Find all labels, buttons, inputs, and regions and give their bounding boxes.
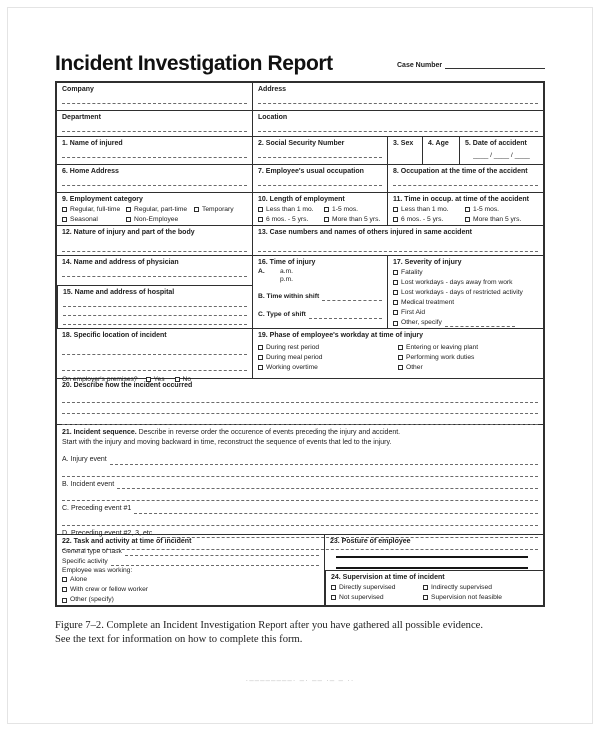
checkbox-icon[interactable] [398, 365, 403, 370]
option-label: Fatality [401, 268, 423, 276]
location-label: Location [258, 114, 288, 121]
checkbox-icon[interactable] [258, 207, 263, 212]
field-1-name-of-injured [57, 137, 252, 164]
option-fatality[interactable] [393, 268, 538, 278]
field-13-label: 13. Case numbers and names of others injured in same accident [258, 229, 472, 236]
field-6-input-line[interactable] [62, 177, 247, 186]
field-21-incident-sequence [57, 425, 543, 537]
field-16c-label: C. Type of shift [258, 311, 306, 319]
field-18-input-line[interactable] [62, 346, 247, 355]
field-18-label: 18. Specific location of incident [62, 332, 167, 339]
field-23-label: 23. Posture of employee [330, 538, 411, 545]
field-12-label: 12. Nature of injury and part of the body [62, 229, 195, 236]
option-temporary[interactable] [194, 205, 234, 215]
option-lost-workdays-away[interactable] [393, 278, 538, 288]
field-15-input-line[interactable] [63, 298, 247, 307]
checkbox-icon[interactable] [393, 217, 398, 222]
field-22-task-and-activity [57, 535, 324, 605]
field-21a-input-line[interactable] [110, 457, 538, 465]
checkbox-icon[interactable] [331, 585, 336, 590]
option-label: 6 mos. - 5 yrs. [401, 215, 444, 223]
pm-label[interactable]: p.m. [280, 276, 294, 284]
checkbox-icon[interactable] [393, 321, 398, 326]
field-20-input-line[interactable] [62, 416, 538, 425]
field-11-label: 11. Time in occup. at time of the accident [393, 196, 530, 203]
case-number-field [397, 61, 545, 76]
field-21-label-rest: Describe in reverse order the occurence of events preceding the injury and accident. [136, 429, 401, 436]
field-16c-input-line[interactable] [309, 311, 382, 319]
specific-activity-input-line[interactable] [111, 558, 319, 566]
field-9-employment-category [57, 193, 252, 225]
field-11-time-in-occupation [387, 193, 543, 225]
option-label: Regular, full-time [70, 205, 121, 213]
field-21a-input-line2[interactable] [62, 468, 538, 477]
option-label: Less than 1 mo. [401, 205, 449, 213]
field-2-label: 2. Social Security Number [258, 140, 345, 147]
option-more-than-5yrs[interactable] [465, 215, 521, 225]
option-1-5-mos[interactable] [324, 205, 358, 215]
field-14-physician [57, 256, 252, 285]
department-field [57, 111, 252, 136]
option-regular-part-time[interactable] [126, 205, 194, 215]
field-21b-label: B. Incident event [62, 480, 115, 488]
checkbox-icon[interactable] [465, 207, 470, 212]
checkbox-icon[interactable] [258, 355, 263, 360]
option-label: Supervision not feasible [431, 593, 503, 601]
field-6-home-address [57, 165, 252, 192]
option-6mos-5yrs[interactable] [393, 215, 465, 225]
option-label: Less than 1 mo. [266, 205, 314, 213]
option-label: Medical treatment [401, 298, 455, 306]
field-21c-input-line2[interactable] [62, 517, 538, 526]
specific-activity-label: Specific activity [62, 557, 108, 565]
option-working-overtime[interactable] [258, 363, 398, 373]
option-label: Temporary [202, 205, 234, 213]
company-label: Company [62, 86, 94, 93]
option-less-than-1mo[interactable] [258, 205, 324, 215]
field-24-label: 24. Supervision at time of incident [331, 574, 445, 581]
checkbox-icon[interactable] [62, 598, 67, 603]
option-other-specify[interactable] [393, 318, 538, 328]
field-7-input-line[interactable] [258, 177, 382, 186]
am-label[interactable]: a.m. [280, 267, 294, 275]
incident-form [55, 81, 545, 607]
field-18-input-line[interactable] [62, 362, 247, 371]
option-label: Other (specify) [70, 595, 114, 603]
option-regular-full-time[interactable] [62, 205, 126, 215]
field-21b-input-line[interactable] [117, 481, 538, 489]
checkbox-icon[interactable] [258, 365, 263, 370]
option-label: Non-Employee [134, 215, 179, 223]
other-specify-input-line[interactable] [445, 320, 515, 327]
field-1-input-line[interactable] [62, 149, 247, 158]
option-label: Regular, part-time [134, 205, 188, 213]
option-during-rest-period[interactable] [258, 343, 398, 353]
checkbox-icon[interactable] [258, 345, 263, 350]
company-input-line[interactable] [62, 95, 247, 104]
option-label: Working overtime [266, 363, 318, 371]
field-20-input-line[interactable] [62, 394, 538, 403]
field-16-time-of-injury [252, 256, 387, 328]
field-16-label: 16. Time of injury [258, 259, 316, 266]
field-22-label: 22. Task and activity at time of incident [62, 538, 192, 545]
field-21b-input-line2[interactable] [62, 492, 538, 501]
field-15-input-line[interactable] [63, 307, 247, 316]
field-21d-label: D. Preceding event #2, 3, etc. [62, 529, 155, 537]
field-20-describe-incident [57, 379, 543, 424]
caption-line-2: See the text for information on how to complete this form. [55, 633, 303, 645]
checkbox-icon[interactable] [465, 217, 470, 222]
field-2-ssn [252, 137, 387, 164]
field-9-label: 9. Employment category [62, 196, 143, 203]
option-label: 6 mos. - 5 yrs. [266, 215, 309, 223]
option-label: Seasonal [70, 215, 98, 223]
field-3-sex [387, 137, 422, 164]
field-21c-input-line[interactable] [134, 506, 538, 514]
option-label: First Aid [401, 308, 426, 316]
field-8-input-line[interactable] [393, 177, 538, 186]
page-title: Incident Investigation Report [55, 52, 333, 75]
field-19-label: 19. Phase of employee's workday at time of injury [258, 332, 424, 339]
location-input-line[interactable] [258, 123, 538, 132]
option-label: Yes [153, 375, 165, 383]
option-label: Other [406, 363, 423, 371]
checkbox-icon[interactable] [62, 587, 67, 592]
checkbox-icon[interactable] [331, 595, 336, 600]
field-16a-label: A. [258, 267, 265, 275]
field-17-label: 17. Severity of injury [393, 259, 462, 266]
option-non-employee[interactable] [126, 215, 178, 225]
option-label: Other, specify [401, 318, 442, 326]
address-field [252, 83, 543, 110]
option-during-meal-period[interactable] [258, 353, 398, 363]
option-less-than-1mo[interactable] [393, 205, 465, 215]
field-2-input-line[interactable] [258, 149, 382, 158]
option-label: Alone [70, 575, 88, 583]
field-23-input-line[interactable] [336, 547, 528, 558]
field-19-workday-phase [252, 329, 543, 378]
checkbox-icon[interactable] [62, 577, 67, 582]
figure-caption [55, 619, 545, 647]
option-label: 1-5 mos. [332, 205, 359, 213]
checkbox-icon[interactable] [398, 345, 403, 350]
field-7-usual-occupation [252, 165, 387, 192]
caption-line-1: Figure 7–2. Complete an Incident Investigation Report after you have gathered all possible evidence. [55, 620, 484, 631]
option-supervision-not-feasible[interactable] [423, 593, 502, 603]
premises-question-label: On employer's premises? [62, 376, 138, 384]
field-21a-label: A. Injury event [62, 456, 107, 464]
field-7-label: 7. Employee's usual occupation [258, 168, 364, 175]
field-8-label: 8. Occupation at the time of the accident [393, 168, 528, 175]
checkbox-icon[interactable] [126, 207, 131, 212]
option-medical-treatment[interactable] [393, 298, 538, 308]
field-12-input-line[interactable] [62, 243, 247, 252]
option-performing-work-duties[interactable] [398, 353, 474, 363]
checkbox-icon[interactable] [393, 207, 398, 212]
option-label: 1-5 mos. [473, 205, 500, 213]
field-15-hospital [57, 285, 252, 328]
option-6mos-5yrs[interactable] [258, 215, 324, 225]
checkbox-icon[interactable] [62, 217, 67, 222]
checkbox-icon[interactable] [393, 300, 398, 305]
option-directly-supervised[interactable] [331, 583, 423, 593]
option-indirectly-supervised[interactable] [423, 583, 492, 593]
field-6-label: 6. Home Address [62, 168, 119, 175]
option-alone[interactable] [62, 575, 319, 585]
address-input-line[interactable] [258, 95, 538, 104]
option-1-5-mos[interactable] [465, 205, 499, 215]
field-4-age [422, 137, 459, 164]
option-label: Lost workdays - days away from work [401, 278, 513, 286]
checkbox-icon[interactable] [393, 270, 398, 275]
field-16b-input-line[interactable] [322, 293, 382, 301]
option-other-specify[interactable] [62, 595, 319, 605]
field-5-date-of-accident [459, 137, 543, 164]
option-label: Lost workdays - days of restricted activity [401, 288, 523, 296]
option-entering-leaving-plant[interactable] [398, 343, 478, 353]
faint-watermark-text: ·––––––––· –· –– ·– – ·· [245, 676, 355, 685]
field-10-label: 10. Length of employment [258, 196, 345, 203]
field-1-label: 1. Name of injured [62, 140, 123, 147]
option-label: Not supervised [339, 593, 384, 601]
department-input-line[interactable] [62, 123, 247, 132]
field-10-length-of-employment [252, 193, 387, 225]
field-23-input-line[interactable] [336, 558, 528, 569]
field-8-occupation-at-accident [387, 165, 543, 192]
option-label: Indirectly supervised [431, 583, 492, 591]
case-number-label: Case Number [397, 62, 443, 69]
checkbox-icon[interactable] [62, 207, 67, 212]
field-18-specific-location [57, 329, 252, 384]
field-17-severity [387, 256, 543, 328]
option-with-crew[interactable] [62, 585, 319, 595]
field-20-label: 20. Describe how the incident occurred [62, 382, 193, 389]
field-20-input-line[interactable] [62, 405, 538, 414]
field-14-label: 14. Name and address of physician [62, 259, 179, 266]
employee-was-working-label: Employee was working: [62, 566, 133, 574]
field-5-date-input[interactable]: ____ / ____ / ____ [473, 151, 530, 159]
field-5-label: 5. Date of accident [465, 140, 527, 147]
field-15-label: 15. Name and address of hospital [63, 289, 175, 296]
checkbox-icon[interactable] [398, 355, 403, 360]
option-not-supervised[interactable] [331, 593, 423, 603]
option-label: Directly supervised [339, 583, 396, 591]
option-label: Performing work duties [406, 353, 475, 361]
option-label: No [182, 375, 192, 383]
option-first-aid[interactable] [393, 308, 538, 318]
checkbox-icon[interactable] [258, 217, 263, 222]
field-16b-label: B. Time within shift [258, 293, 320, 301]
option-lost-workdays-restricted[interactable] [393, 288, 538, 298]
checkbox-icon[interactable] [423, 585, 428, 590]
field-15-input-line[interactable] [63, 316, 247, 325]
field-13-input-line[interactable] [258, 243, 538, 252]
option-label: Entering or leaving plant [406, 343, 479, 351]
location-field [252, 111, 543, 136]
option-label: With crew or fellow worker [70, 585, 149, 593]
field-21c-label: C. Preceding event #1 [62, 505, 132, 513]
checkbox-icon[interactable] [194, 207, 199, 212]
general-task-input-line[interactable] [125, 548, 319, 556]
field-3-label: 3. Sex [393, 140, 414, 147]
general-type-of-task-label: General type of task [62, 547, 122, 555]
checkbox-icon[interactable] [423, 595, 428, 600]
option-label: More than 5 yrs. [473, 215, 522, 223]
option-label: During rest period [266, 343, 320, 351]
field-23-posture [325, 535, 543, 570]
field-4-label: 4. Age [428, 140, 449, 147]
field-21-subtitle: Start with the injury and moving backward in time, reconstruct the sequence of events that led to the injury. [62, 438, 392, 446]
field-24-supervision [325, 570, 543, 605]
case-number-input-line[interactable] [445, 61, 545, 69]
option-label: During meal period [266, 353, 323, 361]
checkbox-icon[interactable] [393, 310, 398, 315]
option-label: More than 5 yrs. [332, 215, 381, 223]
checkbox-icon[interactable] [324, 217, 329, 222]
department-label: Department [62, 114, 101, 121]
address-label: Address [258, 86, 287, 93]
field-13-others-injured [252, 226, 543, 255]
field-21-label: 21. Incident sequence. [62, 429, 137, 436]
field-12-nature-of-injury [57, 226, 252, 255]
field-14-input-line[interactable] [62, 268, 247, 277]
checkbox-icon[interactable] [393, 280, 398, 285]
company-field [57, 83, 252, 110]
checkbox-icon[interactable] [393, 290, 398, 295]
option-more-than-5yrs[interactable] [324, 215, 380, 225]
checkbox-icon[interactable] [126, 217, 131, 222]
option-other[interactable] [398, 363, 423, 373]
checkbox-icon[interactable] [324, 207, 329, 212]
option-seasonal[interactable] [62, 215, 126, 225]
